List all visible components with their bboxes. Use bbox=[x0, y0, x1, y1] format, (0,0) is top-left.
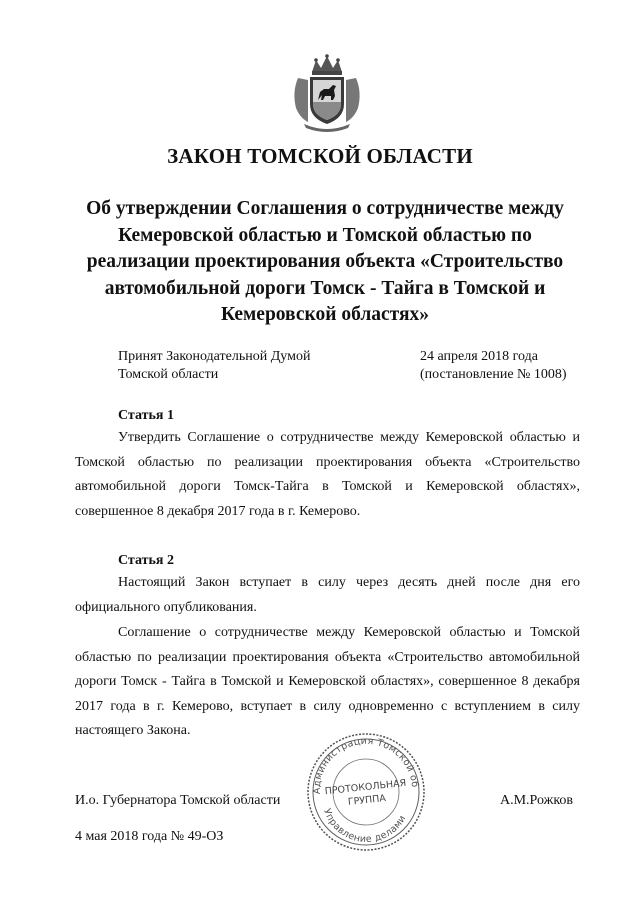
adoption-body bbox=[118, 348, 310, 384]
article-2-paragraph-2: Соглашение о сотрудничестве между Кемеровской областью и Томской областью по реализации проектирования объекта «Строительство автомобильной дороги Томск - Тайга в Томской и Кемеровской областях», совершенное 8 декабря 2017 года в г. Кемерово, вступает в силу одновременно с вступлением в силу настоящего Закона. bbox=[75, 625, 580, 738]
official-stamp bbox=[300, 728, 430, 853]
law-subject-line: Кемеровской областью и Томской областью по bbox=[118, 224, 532, 246]
adopted-by-line: Принят Законодательной Думой bbox=[118, 349, 311, 364]
stamp-center-line-2: ГРУППА bbox=[347, 792, 387, 808]
stamp-outer-top-text: Администрация Томской об bbox=[311, 735, 421, 795]
stamp-center-line-1: ПРОТОКОЛЬНАЯ bbox=[324, 777, 407, 798]
article-1-heading: Статья 1 bbox=[118, 408, 174, 423]
article-2-heading: Статья 2 bbox=[118, 553, 174, 568]
resolution-number: (постановление № 1008) bbox=[420, 367, 567, 382]
law-subject bbox=[72, 196, 578, 329]
law-subject-line: реализации проектирования объекта «Строительство bbox=[86, 251, 564, 272]
law-subject-line: Об утверждении Соглашения о сотрудничестве между bbox=[86, 198, 564, 219]
coat-of-arms-emblem bbox=[290, 52, 364, 134]
law-subject-line: Кемеровской областях» bbox=[220, 304, 430, 325]
stamp-outer-bottom-text: Управление делами bbox=[321, 807, 409, 846]
article-2-paragraph-1: Настоящий Закон вступает в силу через десять дней после дня его официального опубликования. bbox=[75, 575, 580, 615]
law-title: ЗАКОН ТОМСКОЙ ОБЛАСТИ bbox=[167, 144, 473, 168]
signatory-position: И.о. Губернатора Томской области bbox=[75, 793, 281, 808]
svg-text:Управление делами bbox=[321, 807, 408, 845]
law-subject-line: автомобильной дороги Томск - Тайга в Томской и bbox=[104, 277, 546, 299]
adopted-by-line: Томской области bbox=[118, 367, 219, 382]
law-date-number: 4 мая 2018 года № 49-ОЗ bbox=[75, 829, 224, 844]
article-1-paragraph: Утвердить Соглашение о сотрудничестве между Кемеровской областью и Томской областью по реализации проектирования объекта «Строительство автомобильной дороги Томск-Тайга в Томской и Кемеровской областях», совершенное 8 декабря 2017 года в г. Кемерово. bbox=[75, 430, 580, 519]
adoption-date-block bbox=[420, 348, 567, 384]
signatory-name: А.М.Рожков bbox=[500, 793, 574, 808]
adoption-date: 24 апреля 2018 года bbox=[420, 349, 538, 364]
